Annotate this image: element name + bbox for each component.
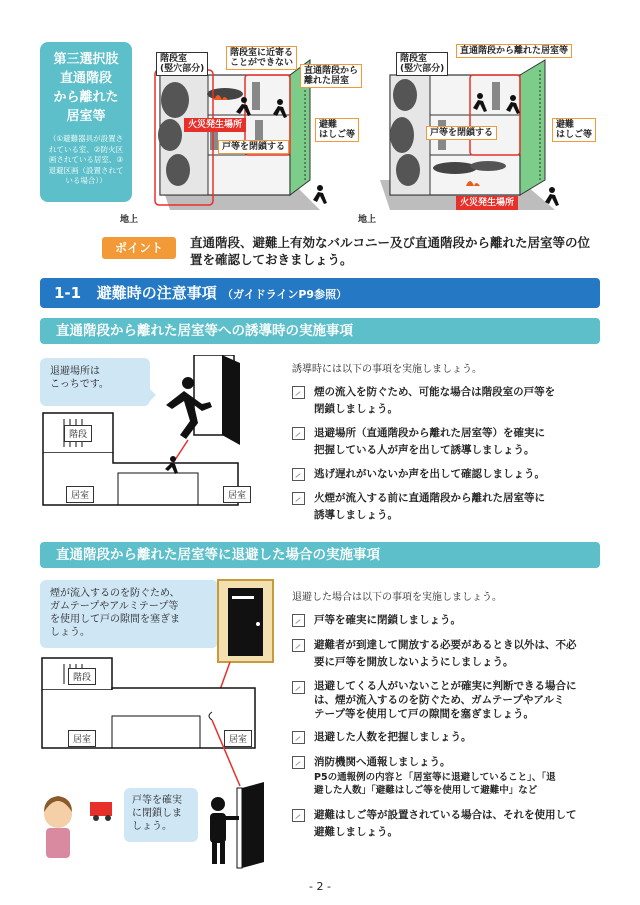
section-main-heading [40,278,600,308]
checkbox[interactable] [292,468,305,481]
guide-checklist [292,384,602,524]
shelter-room-right-label: 居室 [224,730,252,747]
left-ladder-label: 避難 はしご等 [315,118,359,142]
shelter-bubble-top: 煙が流入するのを防ぐため、 ガムテープやアルミテープ等 を使用して戸の隙間を塞ぎま しょう。 [40,580,218,648]
guide-floor-plan [38,355,268,530]
checkbox[interactable] [292,681,305,694]
right-fire-label: 火災発生場所 [456,196,518,210]
shelter-item: 避難者が到達して開放する必要があるとき以外は、不必 要に戸等を開放しないようにしましょう。 [292,637,602,671]
checkbox[interactable] [292,386,305,399]
shelter-item: 避難はしご等が設置されている場合は、それを使用して 避難しましょう。 [292,807,602,841]
checkbox[interactable] [292,614,305,627]
left-away-room-label: 直通階段から 離れた居室 [300,64,362,88]
checkbox[interactable] [292,756,305,769]
section-main-ref: （ガイドラインP9参照） [222,288,348,301]
section-main-title: 避難時の注意事項 [96,284,217,302]
section-main-number: 1-1 [54,284,82,302]
point-text: 直通階段、避難上有効なバルコニー及び直通階段から離れた居室等の位 置を確認しておきましょう。 [190,235,591,267]
section-guide-heading: 直通階段から離れた居室等への誘導時の実施事項 [40,318,600,344]
checkbox[interactable] [292,427,305,440]
guide-stairs-label: 階段 [64,425,92,442]
guide-item: 退避場所（直通階段から離れた居室等）を確実に 把握している人が声を出して誘導しましょう。 [292,425,602,459]
shelter-item: 退避した人数を把握しましょう。 [292,729,602,746]
shelter-item: 戸等を確実に閉鎖しましょう。 [292,612,602,629]
report-note: P5の通報例の内容と「居室等に退避していること」、「退 避した人数」「避難はしご等を使用して避難中」など [314,772,556,796]
shelter-bubble-bottom: 戸等を確実 に閉鎖しま しょう。 [124,788,198,842]
checkbox[interactable] [292,639,305,652]
left-fire-label: 火災発生場所 [184,118,246,132]
right-ladder-label: 避難 はしご等 [552,118,596,142]
shelter-item: 退避してくる人がいないことが確実に判断できる場合に は、煙が流入するのを防ぐため、ガムテープやアルミ テープ等を使用して戸の隙間を塞ぎましょう。 [292,679,602,721]
guide-room-left-label: 居室 [66,486,94,503]
section-shelter-heading: 直通階段から離れた居室等に退避した場合の実施事項 [40,542,600,568]
option-box [40,42,132,202]
right-stair-label: 階段室 (竪穴部分) [396,52,448,76]
shelter-room-left-label: 居室 [68,730,96,747]
option-title: 第三選択肢 直通階段 から離れた 居室等 [53,52,119,124]
shelter-item: 消防機関へ通報しましょう。 P5の通報例の内容と「居室等に退避していること」、「退 避した人数」「避難はしご等を使用して避難中」など [292,754,602,799]
guide-bubble: 退避場所は こっちです。 [40,358,150,406]
left-close-door-label: 戸等を閉鎖する [218,140,289,154]
shelter-stairs-label: 階段 [68,668,96,685]
point-badge: ポイント [102,237,176,259]
left-ground-label: 地上 [120,215,139,225]
right-ground-label: 地上 [358,215,377,225]
left-cannot-approach-label: 階段室に近寄る ことができない [226,46,297,70]
checkbox[interactable] [292,492,305,505]
guide-intro: 誘導時には以下の事項を実施しましょう。 [292,364,482,375]
shelter-intro: 退避した場合は以下の事項を実施しましょう。 [292,592,502,603]
page-number: - 2 - [309,880,331,893]
left-stair-label: 階段室 (竪穴部分) [156,52,208,76]
checkbox[interactable] [292,731,305,744]
guide-item: 煙の流入を防ぐため、可能な場合は階段室の戸等を 閉鎖しましょう。 [292,384,602,418]
guide-item: 火煙が流入する前に直通階段から離れた居室等に 誘導しましょう。 [292,490,602,524]
right-close-door-label: 戸等を閉鎖する [426,126,497,140]
shelter-checklist [292,612,602,841]
right-away-room-label: 直通階段から離れた居室等 [456,44,572,58]
guide-room-right-label: 居室 [223,486,251,503]
checkbox[interactable] [292,809,305,822]
option-note: （①避難器具が設置されている室、②防火区画されている居室、③退避区画（設置されている場合）） [48,134,124,185]
guide-item: 逃げ遅れがいないか声を出して確認しましょう。 [292,466,602,483]
